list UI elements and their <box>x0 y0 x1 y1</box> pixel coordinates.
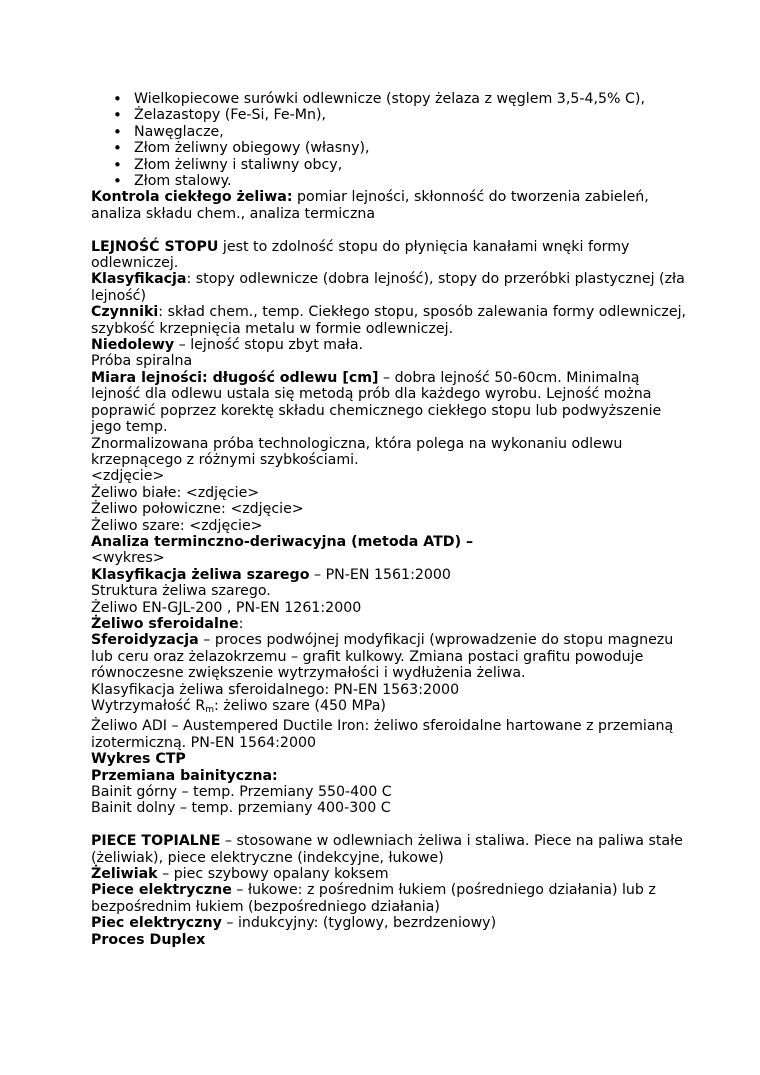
paragraph-piece-elektryczne: Piece elektryczne – łukowe: z pośrednim łukiem (pośredniego działania) lub z bezpośrednim łukiem (bezpośredniego działania) <box>91 882 656 915</box>
heading-przemiana: Przemiana bainityczna: <box>91 767 278 784</box>
document-body <box>91 91 691 948</box>
paragraph-miara: Miara lejności: długość odlewu [cm] – dobra lejność 50-60cm. Minimalną lejność dla odlewu ustala się metodą prób dla każdego wyrobu. Lejność można poprawić poprzez korektę składu chemicznego ciekłego stopu lub podwyższenie jego temp. <box>91 369 662 436</box>
bullet-list <box>91 91 691 189</box>
line-en-gjl: Żeliwo EN-GJL-200 , PN-EN 1261:2000 <box>91 599 362 616</box>
line-wytrzymalosc: Wytrzymałość $R_m$: żeliwo szare (450 MPa) <box>91 698 386 716</box>
paragraph-piece: PIECE TOPIALNE – stosowane w odlewniach żeliwa i staliwa. Piece na paliwa stałe (żeliwiak), piece elektryczne (indekcyjne, łukowe) <box>91 833 683 866</box>
line-zeliwo-biale: Żeliwo białe: <zdjęcie> <box>91 484 260 501</box>
line-zeliwo-szare: Żeliwo szare: <zdjęcie> <box>91 517 263 534</box>
paragraph-znormalizowana: Znormalizowana próba technologiczna, która polega na wykonaniu odlewu krzepnącego z różnymi szybkościami. <box>91 435 623 468</box>
paragraph-niedolewy: Niedolewy – lejność stopu zbyt mała. <box>91 337 364 354</box>
paragraph-klas-szarego: Klasyfikacja żeliwa szarego – PN-EN 1561:2000 <box>91 566 451 583</box>
line-wykres: <wykres> <box>91 550 165 567</box>
paragraph-klasyfikacja: Klasyfikacja: stopy odlewnicze (dobra lejność), stopy do przeróbki plastycznej (zła lejność) <box>91 271 685 304</box>
line-zdjecie: <zdjęcie> <box>91 468 165 485</box>
list-item: • Nawęglacze, <box>116 124 691 140</box>
list-item: • Złom żeliwny i staliwny obcy, <box>116 157 691 173</box>
paragraph-zeliwiak: Żeliwiak – piec szybowy opalany koksem <box>91 866 389 883</box>
paragraph-sferoidyzacja: Sferoidyzacja – proces podwójnej modyfikacji (wprowadzenie do stopu magnezu lub ceru oraz żelazokrzemu – grafit kulkowy. Zmiana postaci grafitu powoduje równoczesne zwiększenie wytrzymałości i wydłużenia żeliwa. <box>91 632 674 682</box>
heading-wykres-ctp: Wykres CTP <box>91 751 186 768</box>
paragraph-lejnosc: LEJNOŚĆ STOPU jest to zdolność stopu do płynięcia kanałami wnęki formy odlewniczej. <box>91 238 630 272</box>
paragraph-czynniki: Czynniki: skład chem., temp. Ciekłego stopu, sposób zalewania formy odlewniczej, szybkość krzepnięcia metalu w formie odlewniczej. <box>91 304 687 337</box>
line-bainit-gorny: Bainit górny – temp. Przemiany 550-400 C <box>91 784 392 801</box>
heading-sferoidalne: Żeliwo sferoidalne: <box>91 615 244 632</box>
list-item: • Wielkopiecowe surówki odlewnicze (stopy żelaza z węglem 3,5-4,5% C), <box>116 91 691 107</box>
list-item: • Złom żeliwny obiegowy (własny), <box>116 140 691 156</box>
line-proba-spiralna: Próba spiralna <box>91 353 193 370</box>
paragraph-adi: Żeliwo ADI – Austempered Ductile Iron: żeliwo sferoidalne hartowane z przemianą izotermiczną. PN-EN 1564:2000 <box>91 718 674 751</box>
list-item: • Żelazastopy (Fe-Si, Fe-Mn), <box>116 107 691 123</box>
list-item: • Złom stalowy. <box>116 173 691 189</box>
paragraph-piec-elektryczny: Piec elektryczny – indukcyjny: (tyglowy, bezrdzeniowy) <box>91 915 497 932</box>
paragraph-kontrola: Kontrola ciekłego żeliwa: pomiar lejności, skłonność do tworzenia zabieleń, analiza składu chem., analiza termiczna <box>91 189 649 222</box>
line-struktura: Struktura żeliwa szarego. <box>91 583 271 600</box>
line-bainit-dolny: Bainit dolny – temp. przemiany 400-300 C <box>91 800 391 817</box>
spacer <box>91 817 691 833</box>
line-klas-sfer: Klasyfikacja żeliwa sferoidalnego: PN-EN 1563:2000 <box>91 681 460 698</box>
line-zeliwo-polowiczne: Żeliwo połowiczne: <zdjęcie> <box>91 501 304 518</box>
heading-duplex: Proces Duplex <box>91 931 206 948</box>
heading-analiza-atd: Analiza terminczno-deriwacyjna (metoda ATD) – <box>91 533 474 550</box>
spacer <box>91 222 691 238</box>
